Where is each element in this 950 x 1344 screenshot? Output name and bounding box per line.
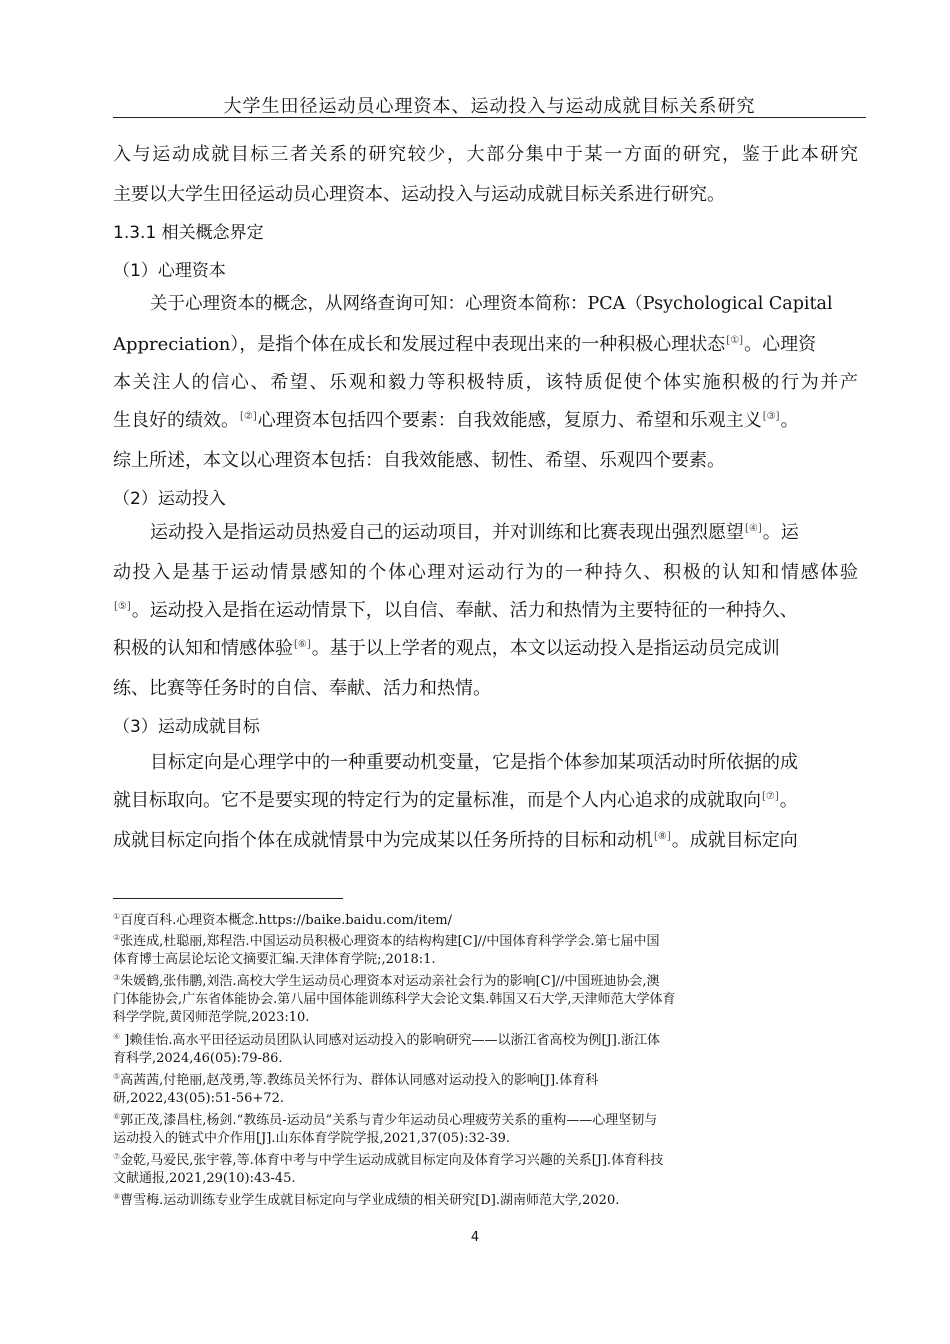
footnote: ⑥郭正茂,漆昌柱,杨剑.“教练员-运动员”关系与青少年运动员心理疲劳关系的重构——心理坚韧与 运动投入的链式中介作用[J].山东体育学院学报,2021,37(05):32-39. xyxy=(113,1112,658,1146)
footnote: ①百度百科.心理资本概念.https://baike.baidu.com/item/ xyxy=(113,912,452,928)
citation-ref: [⑦] xyxy=(762,791,779,802)
body-line: [⑤]。运动投入是指在运动情景下，以自信、奉献、活力和热情为主要特征的一种持久、 xyxy=(114,600,798,621)
section-heading: 1.3.1 相关概念界定 xyxy=(113,223,264,243)
citation-ref: [①] xyxy=(726,335,744,346)
body-line: 就目标取向。它不是要实现的特定行为的定量标准，而是个人内心追求的成就取向[⑦]。 xyxy=(113,790,798,811)
footnote: ⑧曹雪梅.运动训练专业学生成就目标定向与学业成绩的相关研究[D].湖南师范大学,2020. xyxy=(113,1192,620,1208)
body-line: 入与运动成就目标三者关系的研究较少，大部分集中于某一方面的研究，鉴于此本研究 xyxy=(113,144,858,165)
body-line: 本关注人的信心、希望、乐观和毅力等积极特质，该特质促使个体实施积极的行为并产 xyxy=(113,372,858,393)
citation-ref: [④] xyxy=(745,523,762,534)
body-line: 综上所述，本文以心理资本包括：自我效能感、韧性、希望、乐观四个要素。 xyxy=(113,450,725,471)
body-line: Appreciation），是指个体在成长和发展过程中表现出来的一种积极心理状态[①]。心理资 xyxy=(113,334,817,355)
body-line: 主要以大学生田径运动员心理资本、运动投入与运动成就目标关系进行研究。 xyxy=(113,184,725,205)
body-line: 运动投入是指运动员热爱自己的运动项目，并对训练和比赛表现出强烈愿望[④]。运 xyxy=(150,522,799,543)
header-rule xyxy=(113,117,866,118)
subsection-heading: （1）心理资本 xyxy=(113,261,226,281)
body-line: 动投入是基于运动情景感知的个体心理对运动行为的一种持久、积极的认知和情感体验 xyxy=(113,562,858,583)
body-line: 关于心理资本的概念，从网络查询可知：心理资本简称：PCA（Psychological Capital xyxy=(150,294,833,314)
citation-ref: [⑤] xyxy=(114,601,131,612)
subsection-heading: （2）运动投入 xyxy=(113,489,226,509)
page-number: 4 xyxy=(470,1230,480,1245)
body-line: 成就目标定向指个体在成就情景中为完成某以任务所持的目标和动机[⑧]。成就目标定向 xyxy=(113,830,798,851)
citation-ref: [③] xyxy=(762,411,780,422)
footnote: ⑤高茜茜,付艳丽,赵茂勇,等.教练员关怀行为、群体认同感对运动投入的影响[J].体育科 研,2022,43(05):51-56+72. xyxy=(113,1072,599,1106)
footnote: ⑦金乾,马爱民,张宇蓉,等.体育中考与中学生运动成就目标定向及体育学习兴趣的关系[J].体育科技 文献通报,2021,29(10):43-45. xyxy=(113,1152,664,1186)
body-line: 目标定向是心理学中的一种重要动机变量，它是指个体参加某项活动时所依据的成 xyxy=(150,752,798,773)
body-line: 生良好的绩效。[②]心理资本包括四个要素：自我效能感，复原力、希望和乐观主义[③]。 xyxy=(113,410,799,431)
footnote-separator xyxy=(113,898,343,899)
body-line: 积极的认知和情感体验[⑥]。基于以上学者的观点，本文以运动投入是指运动员完成训 xyxy=(113,638,780,659)
running-header: 大学生田径运动员心理资本、运动投入与运动成就目标关系研究 xyxy=(223,96,756,117)
footnote: ②张连成,杜聪丽,郑程浩.中国运动员积极心理资本的结构构建[C]//中国体育科学学会.第七届中国 体育博士高层论坛论文摘要汇编.天津体育学院;,2018:1. xyxy=(113,933,660,967)
body-line: 练、比赛等任务时的自信、奉献、活力和热情。 xyxy=(113,678,491,699)
citation-ref: [⑧] xyxy=(654,831,671,842)
footnote: ③朱媛鹤,张伟鹏,刘浩.高校大学生运动员心理资本对运动亲社会行为的影响[C]//中国班迪协会,澳 门体能协会,广东省体能协会.第八届中国体能训练科学大会论文集.韩国又石大学,天津师范大学体育 科学学院,黄冈师范学院,2023:10. xyxy=(113,973,676,1025)
subsection-heading: （3）运动成就目标 xyxy=(113,717,260,737)
citation-ref: [⑥] xyxy=(294,639,311,650)
footnote: ④ ]赖佳怡.高水平田径运动员团队认同感对运动投入的影响研究——以浙江省高校为例[J].浙江体 育科学,2024,46(05):79-86. xyxy=(113,1032,660,1066)
citation-ref: [②] xyxy=(240,411,257,422)
